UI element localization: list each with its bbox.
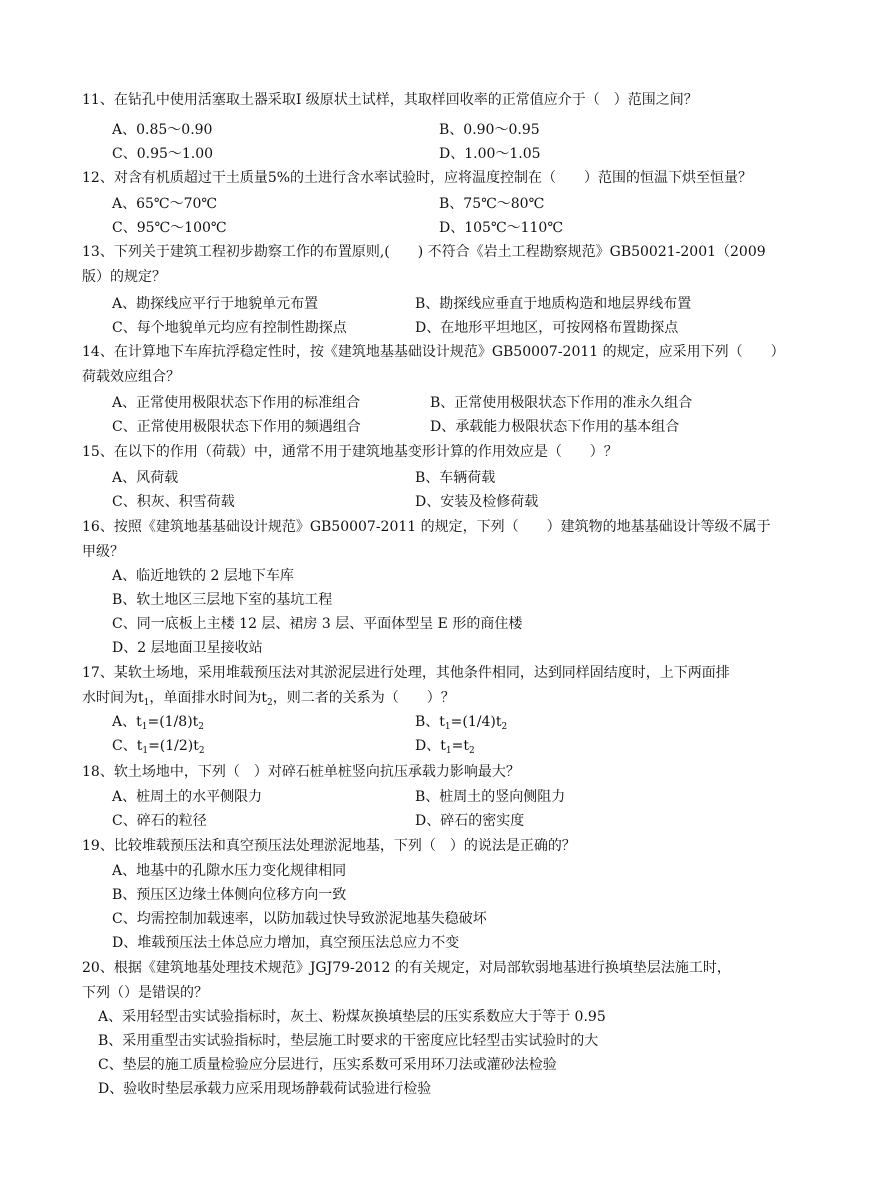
question-stem-continued: 下列（）是错误的？: [82, 984, 208, 1001]
question-stem: 12、对含有机质超过干土质量5%的土进行含水率试验时，应将温度控制在（ ）范围的恒温下烘至恒量？: [82, 170, 753, 186]
option-d: D、安装及检修荷载: [415, 494, 539, 510]
question-19: [82, 834, 802, 859]
option-d: D、堆载预压法土体总应力增加，真空预压法总应力不变: [112, 935, 460, 951]
question-stem: 19、比较堆载预压法和真空预压法处理淤泥地基，下列（ ）的说法是正确的？: [82, 838, 576, 854]
option-d: D、2 层地面卫星接收站: [112, 640, 263, 656]
option-c: C、每个地貌单元均应有控制性勘探点: [112, 320, 347, 336]
option-a: A、桩周土的水平侧限力: [112, 789, 263, 805]
question-12: [82, 166, 802, 191]
option-d: D、验收时垫层承载力应采用现场静载荷试验进行检验: [98, 1081, 432, 1097]
option-a: A、0.85～0.90: [112, 122, 213, 138]
option-b: B、0.90～0.95: [439, 122, 540, 138]
question-stem: 17、某软土场地，采用堆载预压法对其淤泥层进行处理，其他条件相同，达到同样固结度时，上下两面排: [82, 665, 730, 681]
question-11: [82, 88, 802, 113]
option-b: B、软土地区三层地下室的基坑工程: [112, 592, 333, 608]
option-b: B、桩周土的竖向侧阻力: [415, 789, 566, 805]
option-d: D、碎石的密实度: [415, 813, 525, 829]
option-a: A、正常使用极限状态下作用的标准组合: [112, 395, 361, 411]
option-d: D、在地形平坦地区，可按网格布置勘探点: [415, 320, 679, 336]
question-stem: 20、根据《建筑地基处理技术规范》JGJ79-2012 的有关规定，对局部软弱地基进行换填垫层法施工时，: [82, 960, 731, 976]
option-b: B、车辆荷载: [415, 470, 496, 486]
question-stem: 18、软土场地中，下列（ ）对碎石桩单桩竖向抗压承载力影响最大？: [82, 764, 520, 780]
option-a: A、勘探线应平行于地貌单元布置: [112, 296, 319, 312]
question-stem: 13、下列关于建筑工程初步勘察工作的布置原则,( ) 不符合《岩土工程勘察规范》GB50021-2001（2009: [82, 244, 766, 260]
option-a: A、$t_1=(1/8)t_2$: [112, 714, 205, 732]
option-b: B、采用重型击实试验指标时，垫层施工时要求的干密度应比轻型击实试验时的大: [98, 1033, 599, 1049]
question-stem: 14、在计算地下车库抗浮稳定性时，按《建筑地基基础设计规范》GB50007-2011 的规定，应采用下列（ ）: [82, 344, 785, 360]
option-c: C、0.95～1.00: [112, 146, 214, 162]
option-a: A、采用轻型击实试验指标时，灰土、粉煤灰换填垫层的压实系数应大于等于 0.95: [98, 1009, 606, 1025]
option-c: C、同一底板上主楼 12 层、裙房 3 层、平面体型呈 E 形的商住楼: [112, 616, 523, 632]
question-18: [82, 760, 802, 785]
option-c: C、垫层的施工质量检验应分层进行，压实系数可采用环刀法或灌砂法检验: [98, 1057, 557, 1073]
question-16: [82, 515, 802, 564]
question-stem: 16、按照《建筑地基基础设计规范》GB50007-2011 的规定，下列（ ）建筑物的地基基础设计等级不属于: [82, 519, 771, 535]
option-a: A、65℃～70℃: [112, 196, 218, 212]
question-15: [82, 440, 802, 465]
question-13: [82, 240, 802, 289]
question-14: [82, 340, 802, 389]
option-c: C、碎石的粒径: [112, 813, 207, 829]
option-d: D、105℃～110℃: [439, 220, 563, 236]
option-b: B、正常使用极限状态下作用的准永久组合: [430, 395, 693, 411]
option-c: C、均需控制加载速率，以防加载过快导致淤泥地基失稳破坏: [112, 911, 487, 927]
question-17: [82, 661, 802, 710]
question-stem-continued: 荷载效应组合？: [82, 368, 180, 385]
question-stem-continued: 甲级？: [82, 543, 124, 560]
question-stem: 15、在以下的作用（荷载）中，通常不用于建筑地基变形计算的作用效应是（ ）？: [82, 444, 618, 460]
option-c: C、积灰、积雪荷载: [112, 494, 235, 510]
option-a: A、风荷载: [112, 470, 179, 486]
option-b: B、勘探线应垂直于地质构造和地层界线布置: [415, 296, 692, 312]
option-c: C、正常使用极限状态下作用的频遇组合: [112, 419, 361, 435]
option-a: A、地基中的孔隙水压力变化规律相同: [112, 863, 347, 879]
question-20: [82, 956, 802, 1005]
option-b: B、$t_1=(1/4)t_2$: [415, 714, 508, 732]
question-stem: 11、在钻孔中使用活塞取土器采取I 级原状土试样，其取样回收率的正常值应介于（ ）范围之间？: [82, 92, 698, 108]
question-stem-continued: 水时间为$t_1$，单面排水时间为$t_2$，则二者的关系为（ ）？: [82, 689, 455, 708]
option-d: D、承载能力极限状态下作用的基本组合: [430, 419, 680, 435]
question-stem-continued: 版）的规定？: [82, 268, 166, 285]
option-c: C、$t_1=(1/2)t_2$: [112, 738, 205, 756]
option-a: A、临近地铁的 2 层地下车库: [112, 568, 294, 584]
option-b: B、75℃～80℃: [439, 196, 545, 212]
option-b: B、预压区边缘土体侧向位移方向一致: [112, 887, 347, 903]
option-d: D、$t_1=t_2$: [415, 738, 475, 756]
option-d: D、1.00～1.05: [439, 146, 541, 162]
option-c: C、95℃～100℃: [112, 220, 227, 236]
